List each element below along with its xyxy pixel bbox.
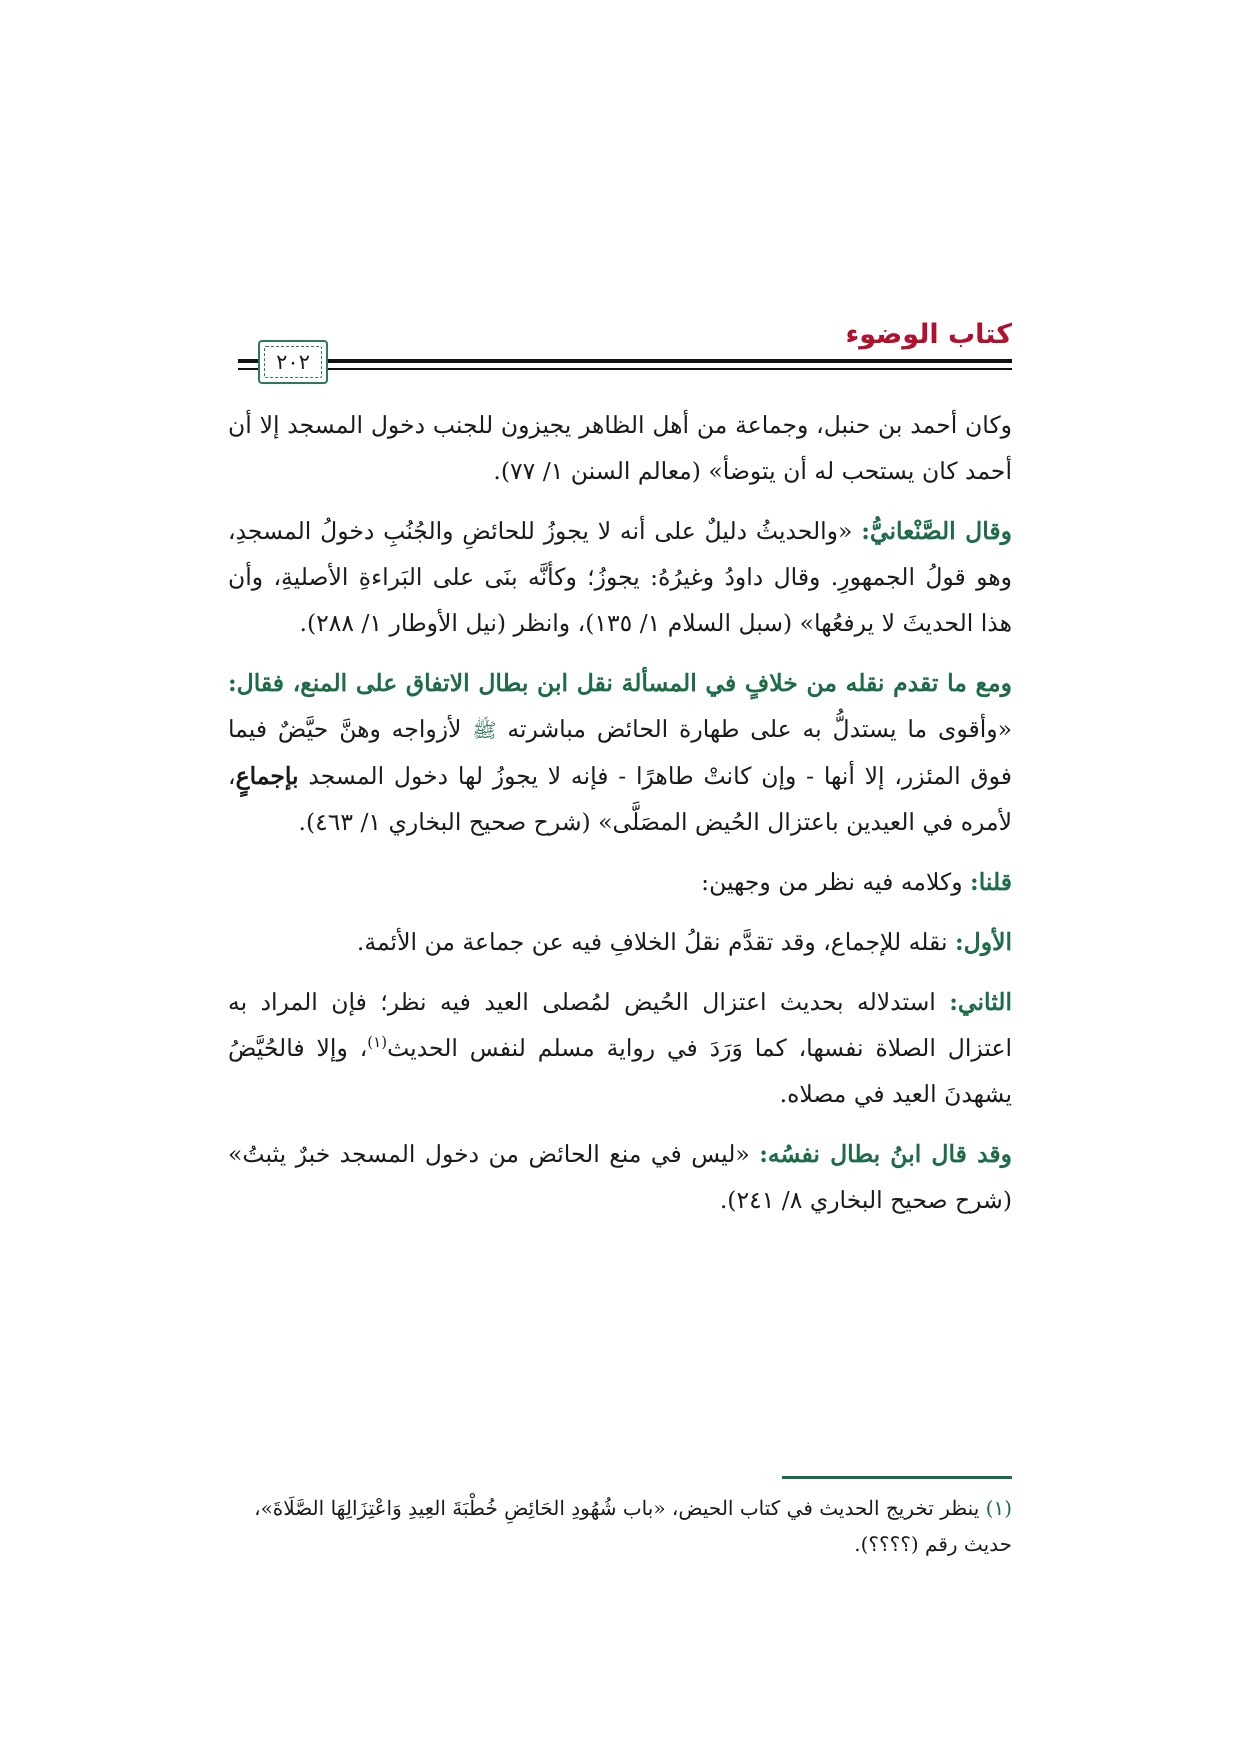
book-title: كتاب الوضوء — [845, 319, 1012, 350]
paragraph-4 — [228, 859, 1012, 905]
paragraph-3 — [228, 660, 1012, 845]
main-text — [228, 402, 1012, 1237]
paragraph-3-bold: بإجماعٍ — [235, 762, 299, 790]
paragraph-4-lead: قلنا: — [970, 868, 1012, 896]
paragraph-1 — [228, 402, 1012, 494]
footnote — [228, 1490, 1012, 1562]
paragraph-7-text: «ليس في منع الحائض من دخول المسجد خبرٌ يثبتُ» (شرح صحيح البخاري ٨/ ٢٤١). — [228, 1140, 1012, 1214]
paragraph-6-lead: الثاني: — [949, 988, 1012, 1016]
paragraph-5-text: نقله للإجماع، وقد تقدَّم نقلُ الخلافِ فيه عن جماعة من الأئمة. — [356, 928, 955, 956]
page-header — [238, 318, 1012, 388]
page-number-frame — [258, 340, 328, 384]
paragraph-3-lead: ومع ما تقدم نقله من خلافٍ في المسألة نقل ابن بطال الاتفاق على المنع، فقال: — [228, 669, 1012, 697]
footnote-separator — [782, 1476, 1012, 1479]
paragraph-6 — [228, 979, 1012, 1117]
footnote-text: ينظر تخريج الحديث في كتاب الحيض، «باب شُهُودِ الحَائِضِ خُطْبَةَ العِيدِ وَاعْتِزَالِهَا الصَّلَاةَ»، حديث رقم (؟؟؟؟). — [254, 1496, 1012, 1556]
footnote-number: (١) — [985, 1496, 1012, 1520]
paragraph-3-text-c: ، لأمره في العيدين باعتزال الحُيض المصَلَّى» (شرح صحيح البخاري ١/ ٤٦٣). — [228, 762, 1012, 836]
paragraph-7 — [228, 1131, 1012, 1223]
paragraph-5 — [228, 919, 1012, 965]
paragraph-4-text: وكلامه فيه نظر من وجهين: — [701, 868, 971, 896]
footnote-reference[interactable]: (١) — [367, 1033, 388, 1052]
header-rule-thin — [238, 368, 1012, 370]
paragraph-2-text: «والحديثُ دليلٌ على أنه لا يجوزُ للحائضِ والجُنُبِ دخولُ المسجدِ، وهو قولُ الجمهورِ. وقال داودُ وغيرُهُ: يجوزُ؛ وكأنَّه بنَى على البَراءةِ الأصليةِ، وأن هذا الحديثَ لا يرفعُها» (سبل السلام ١/ ١٣٥)، وانظر (نيل الأوطار ١/ ٢٨٨). — [228, 517, 1012, 637]
paragraph-1-text: وكان أحمد بن حنبل، وجماعة من أهل الظاهر يجيزون للجنب دخول المسجد إلا أن أحمد كان يستحب له أن يتوضأ» (معالم السنن ١/ ٧٧). — [228, 411, 1012, 485]
paragraph-2-lead: وقال الصَّنْعانيُّ: — [861, 517, 1012, 545]
page-number: ٢٠٢ — [276, 350, 310, 374]
paragraph-3-text-a: «وأقوى ما يستدلُّ به على طهارة الحائض مباشرته — [496, 715, 1013, 743]
salla-symbol: ﷺ — [472, 718, 497, 742]
paragraph-6-text-a: استدلاله بحديث اعتزال الحُيض لمُصلى العيد فيه نظر؛ فإن المراد به اعتزال الصلاة نفسها، كما وَرَدَ في رواية مسلم لنفس الحديث — [228, 988, 1012, 1062]
paragraph-6-text-b: ، وإلا فالحُيَّضُ يشهدنَ العيد في مصلاه. — [228, 1034, 1012, 1108]
paragraph-5-lead: الأول: — [954, 928, 1012, 956]
paragraph-2 — [228, 508, 1012, 646]
header-rule-thick — [238, 359, 1012, 363]
paragraph-3-text-b: لأزواجه وهنَّ حيَّضٌ فيما فوق المئزر، إلا أنها - وإن كانتْ طاهرًا - فإنه لا يجوزُ لها دخول المسجد — [228, 715, 1012, 790]
paragraph-7-lead: وقد قال ابنُ بطال نفسُه: — [759, 1140, 1012, 1168]
